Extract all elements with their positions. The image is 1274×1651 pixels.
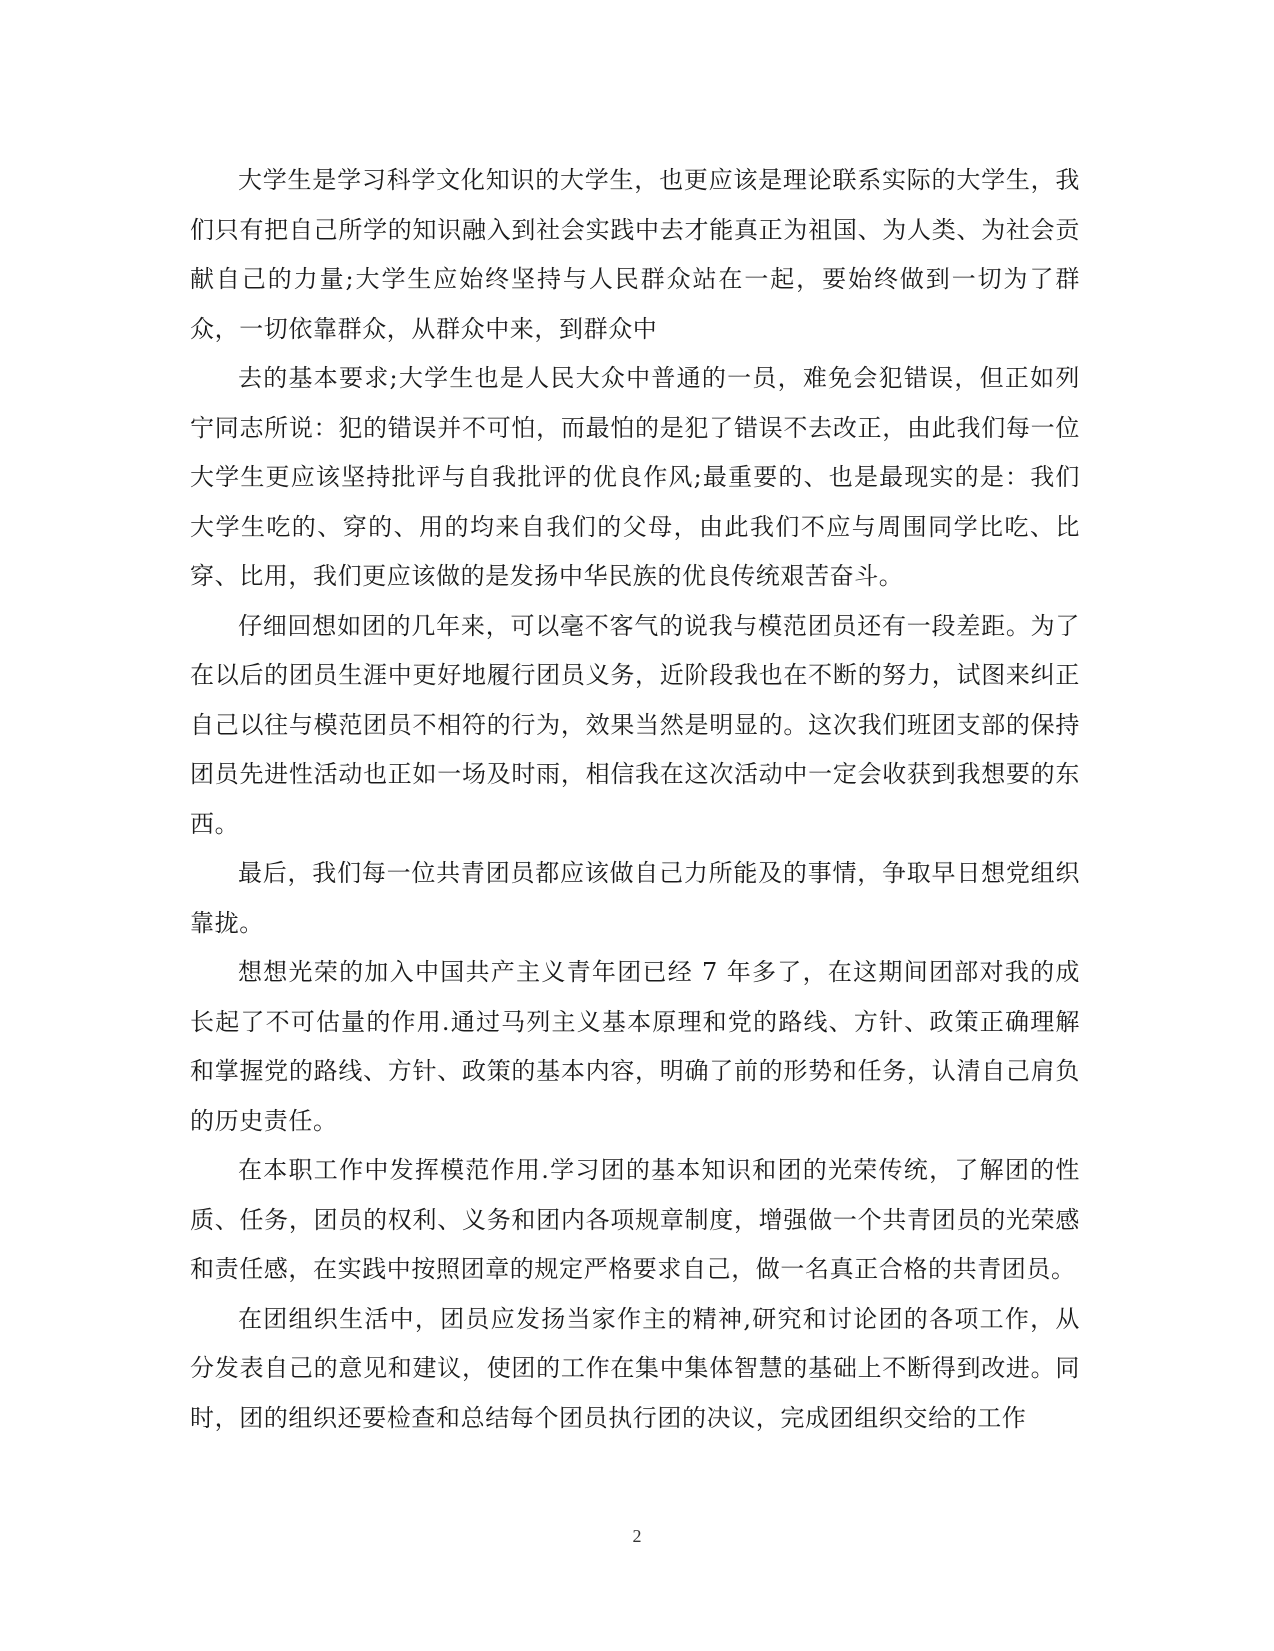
paragraph: 最后，我们每一位共青团员都应该做自己力所能及的事情，争取早日想党组织靠拢。: [190, 859, 1080, 937]
paragraph: 在团组织生活中，团员应发扬当家作主的精神,研究和讨论团的各项工作，从分发表自己的意见和建议，使团的工作在集中集体智慧的基础上不断得到改进。同时，团的组织还要检查和总结每个团员执行团的决议，完成团组织交给的工作: [190, 1304, 1080, 1432]
paragraph: 在本职工作中发挥模范作用.学习团的基本知识和团的光荣传统，了解团的性质、任务，团员的权利、义务和团内各项规章制度，增强做一个共青团员的光荣感和责任感，在实践中按照团章的规定严格要求自己，做一名真正合格的共青团员。: [190, 1156, 1080, 1283]
paragraph: 去的基本要求;大学生也是人民大众中普通的一员，难免会犯错误，但正如列宁同志所说：犯的错误并不可怕，而最怕的是犯了错误不去改正，由此我们每一位大学生更应该坚持批评与自我批评的优良作风;最重要的、也是最现实的是：我们大学生吃的、穿的、用的均来自我们的父母，由此我们不应与周围同学比吃、比穿、比用，我们更应该做的是发扬中华民族的优良传统艰苦奋斗。: [190, 364, 1080, 590]
paragraph: 大学生是学习科学文化知识的大学生，也更应该是理论联系实际的大学生，我们只有把自己所学的知识融入到社会实践中去才能真正为祖国、为人类、为社会贡献自己的力量;大学生应始终坚持与人民群众站在一起，要始终做到一切为了群众，一切依靠群众，从群众中来，到群众中: [190, 166, 1080, 343]
paragraph: 仔细回想如团的几年来，可以毫不客气的说我与模范团员还有一段差距。为了在以后的团员生涯中更好地履行团员义务，近阶段我也在不断的努力，试图来纠正自己以往与模范团员不相符的行为，效果当然是明显的。这次我们班团支部的保持团员先进性活动也正如一场及时雨，相信我在这次活动中一定会收获到我想要的东西。: [190, 611, 1080, 838]
document-body: [190, 156, 1080, 1443]
paragraph: 想想光荣的加入中国共产主义青年团已经 7 年多了，在这期间团部对我的成长起了不可估量的作用.通过马列主义基本原理和党的路线、方针、政策正确理解和掌握党的路线、方针、政策的基本内容，明确了前的形势和任务，认清自己肩负的历史责任。: [190, 958, 1080, 1135]
page-number: 2: [632, 1526, 642, 1546]
